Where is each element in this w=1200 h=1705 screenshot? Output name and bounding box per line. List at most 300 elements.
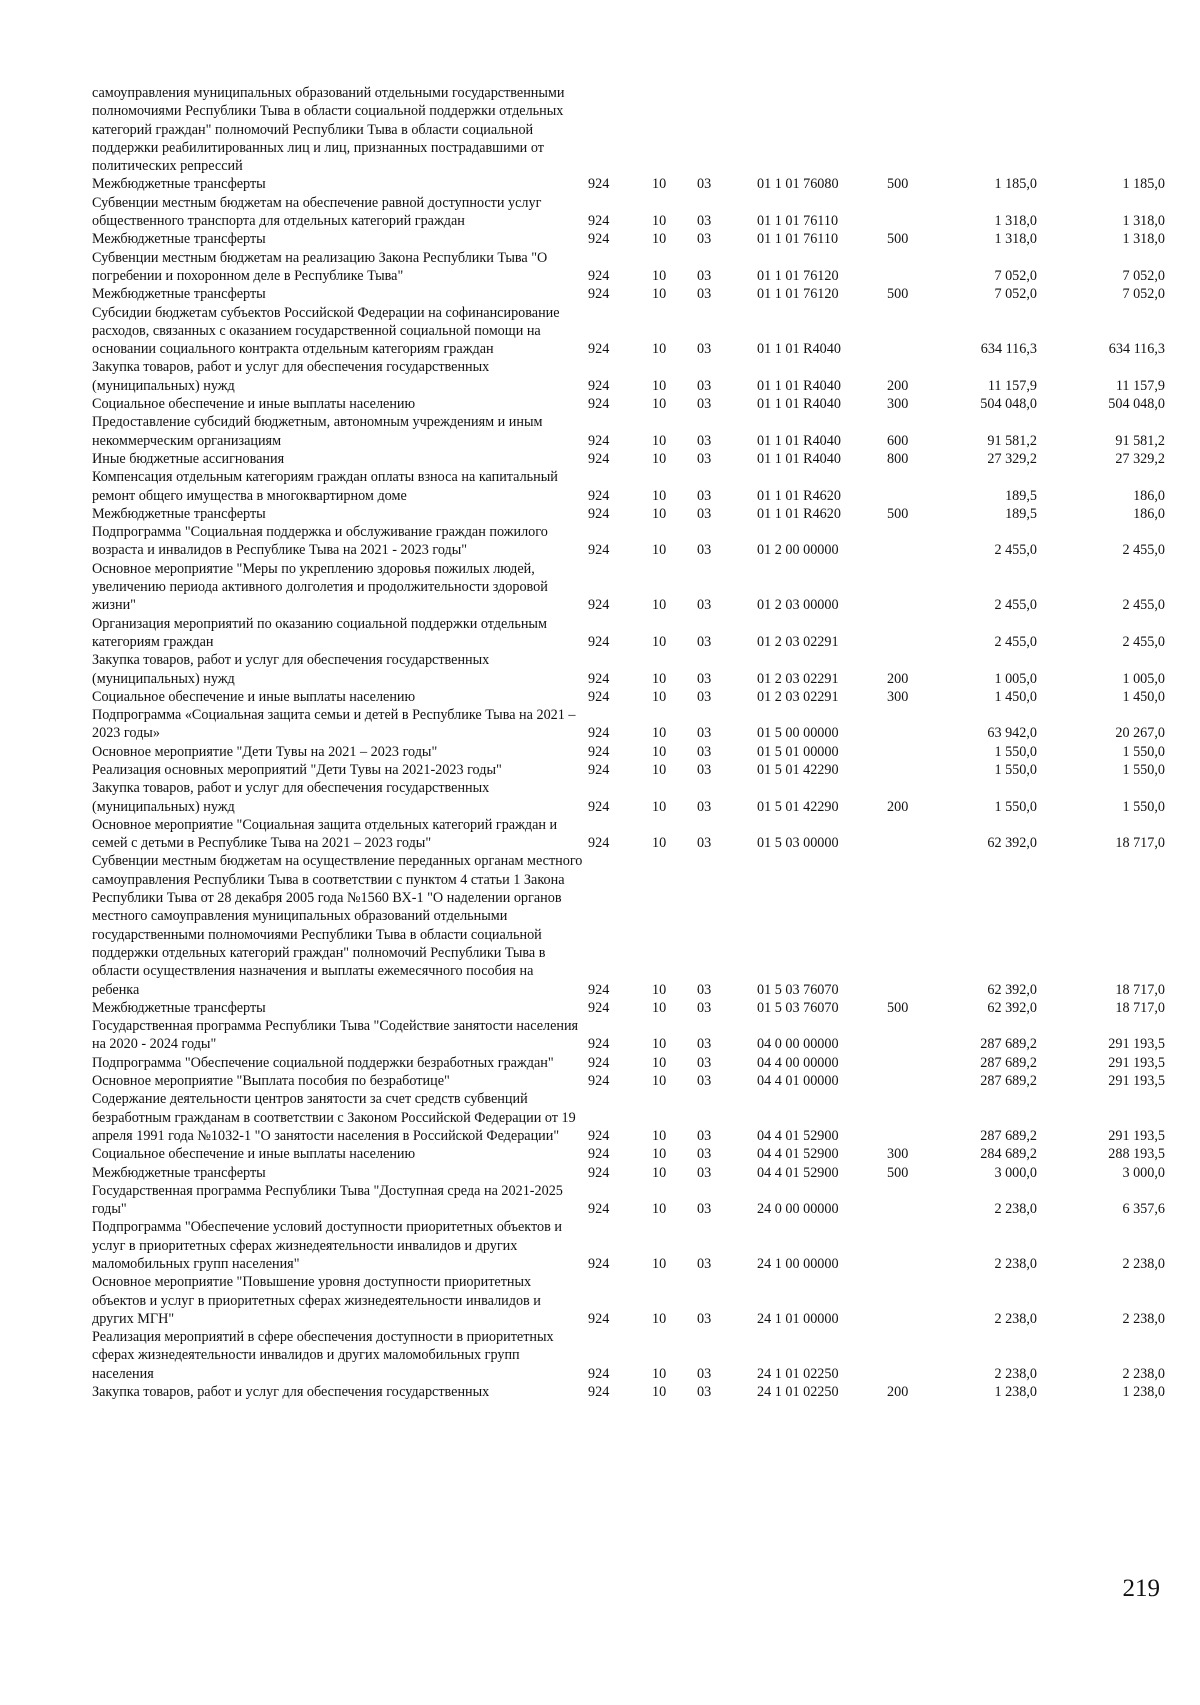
row-amount-first-year: 63 942,0 <box>987 725 1037 742</box>
row-name: Подпрограмма "Обеспечение условий доступности приоритетных объектов и услуг в приоритетных сферах жизнедеятельности инвалидов и других маломобильных групп населения" <box>92 1219 562 1272</box>
row-ministry-code: 924 <box>588 267 610 284</box>
row-amount-second-year: 11 157,9 <box>1115 377 1165 394</box>
table-row <box>92 523 1165 560</box>
row-amount-first-year: 62 392,0 <box>987 835 1037 852</box>
row-amount-second-year: 3 000,0 <box>1122 1164 1165 1181</box>
table-body <box>92 84 1165 1401</box>
row-subsection-code: 03 <box>697 377 712 394</box>
row-section-code: 10 <box>652 377 667 394</box>
row-name: Межбюджетные трансферты <box>92 176 266 193</box>
page-number: 219 <box>1122 1575 1160 1602</box>
row-expense-type-code <box>887 1273 942 1328</box>
row-ministry-code: 924 <box>588 999 610 1016</box>
row-name: Закупка товаров, работ и услуг для обеспечения государственных <box>92 1384 490 1401</box>
row-expense-type-code <box>887 194 942 231</box>
row-ministry-code <box>588 84 652 175</box>
row-amount-first-year: 287 689,2 <box>980 1054 1037 1071</box>
row-section-code: 10 <box>652 1201 667 1218</box>
row-amount-first-year: 2 455,0 <box>994 633 1037 650</box>
row-amount-second-year: 2 455,0 <box>1122 542 1165 559</box>
row-target-article-code: 01 1 01 R4040 <box>757 377 841 394</box>
row-target-article-code: 01 5 01 00000 <box>757 743 839 760</box>
row-name: Межбюджетные трансферты <box>92 1164 266 1181</box>
row-expense-type-code <box>887 1328 942 1383</box>
row-name: Межбюджетные трансферты <box>92 286 266 303</box>
row-amount-first-year: 1 318,0 <box>994 213 1037 230</box>
row-subsection-code: 03 <box>697 432 712 449</box>
table-row <box>92 84 1165 175</box>
row-ministry-code: 924 <box>588 725 610 742</box>
row-name: самоуправления муниципальных образований отдельными государственными полномочиями Республики Тыва в области социальной поддержки отдельных категорий граждан" полномочий Республики Тыва в области социальной поддержки реабилитированных лиц и лиц, признанных пострадавшими от политических репрессий <box>92 85 565 175</box>
row-section-code: 10 <box>652 1146 667 1163</box>
row-expense-type-code <box>887 852 942 998</box>
row-amount-first-year: 284 689,2 <box>980 1146 1037 1163</box>
row-subsection-code: 03 <box>697 231 712 248</box>
row-amount-second-year: 291 193,5 <box>1108 1127 1165 1144</box>
table-row <box>92 1218 1165 1273</box>
row-target-article-code: 01 2 03 02291 <box>757 670 839 687</box>
row-target-article-code: 04 4 01 52900 <box>757 1127 839 1144</box>
table-row <box>92 1090 1165 1145</box>
row-ministry-code: 924 <box>588 1256 610 1272</box>
row-subsection-code <box>697 84 757 175</box>
table-row <box>92 999 1165 1017</box>
row-section-code: 10 <box>652 396 667 413</box>
row-section-code: 10 <box>652 725 667 742</box>
row-ministry-code: 924 <box>588 981 610 998</box>
row-subsection-code: 03 <box>697 981 712 998</box>
row-subsection-code: 03 <box>697 1310 712 1327</box>
row-expense-type-code: 500 <box>887 286 909 303</box>
row-name: Субвенции местным бюджетам на осуществление переданных органам местного самоуправления Республики Тыва в соответствии с пунктом 4 статьи 1 Закона Республики Тыва от 28 декабря 2005 года №1560 ВХ-1 "О наделении органов местного самоуправления муниципальных образований отдельными государственными полномочиями Республики Тыва в области социальной поддержки отдельных категорий граждан" полномочий Республики Тыва в области осуществления назначения и выплаты ежемесячного пособия на ребенка <box>92 853 583 998</box>
row-amount-second-year: 186,0 <box>1133 487 1165 504</box>
row-ministry-code: 924 <box>588 450 610 467</box>
table-row <box>92 194 1165 231</box>
table-row <box>92 468 1165 505</box>
row-section-code: 10 <box>652 286 667 303</box>
row-section-code: 10 <box>652 1127 667 1144</box>
row-name: Закупка товаров, работ и услуг для обеспечения государственных (муниципальных) нужд <box>92 359 490 394</box>
row-amount-second-year: 27 329,2 <box>1115 450 1165 467</box>
row-expense-type-code <box>887 468 942 505</box>
row-expense-type-code <box>887 560 942 615</box>
table-row <box>92 505 1165 523</box>
row-amount-first-year: 2 238,0 <box>994 1201 1037 1218</box>
row-expense-type-code <box>887 1054 942 1072</box>
row-target-article-code: 01 2 00 00000 <box>757 542 839 559</box>
row-subsection-code: 03 <box>697 542 712 559</box>
row-amount-second-year: 291 193,5 <box>1108 1054 1165 1071</box>
row-section-code: 10 <box>652 1365 667 1382</box>
row-name: Основное мероприятие "Дети Тувы на 2021 – 2023 годы" <box>92 743 438 760</box>
row-section-code: 10 <box>652 999 667 1016</box>
row-amount-second-year: 7 052,0 <box>1122 267 1165 284</box>
row-amount-first-year: 1 450,0 <box>994 688 1037 705</box>
row-target-article-code: 01 2 03 02291 <box>757 688 839 705</box>
row-subsection-code: 03 <box>697 1054 712 1071</box>
row-name: Межбюджетные трансферты <box>92 231 266 248</box>
row-subsection-code: 03 <box>697 487 712 504</box>
row-name: Предоставление субсидий бюджетным, автономным учреждениям и иным некоммерческим организациям <box>92 414 543 449</box>
row-ministry-code: 924 <box>588 688 610 705</box>
row-target-article-code: 01 2 03 02291 <box>757 633 839 650</box>
row-section-code: 10 <box>652 176 667 193</box>
row-amount-first-year: 287 689,2 <box>980 1127 1037 1144</box>
row-ministry-code: 924 <box>588 341 610 358</box>
row-expense-type-code: 500 <box>887 231 909 248</box>
row-ministry-code: 924 <box>588 231 610 248</box>
row-amount-second-year: 2 455,0 <box>1122 597 1165 614</box>
table-row <box>92 1273 1165 1328</box>
row-amount-second-year: 2 238,0 <box>1122 1365 1165 1382</box>
row-expense-type-code <box>887 1090 942 1145</box>
row-subsection-code: 03 <box>697 688 712 705</box>
row-name: Субвенции местным бюджетам на обеспечение равной доступности услуг общественного транспорта для отдельных категорий граждан <box>92 194 542 230</box>
row-amount-first-year: 1 185,0 <box>994 176 1037 193</box>
row-target-article-code: 04 4 01 52900 <box>757 1146 839 1163</box>
table-row <box>92 1145 1165 1163</box>
row-subsection-code: 03 <box>697 999 712 1016</box>
row-target-article-code: 01 5 01 42290 <box>757 761 839 778</box>
row-amount-first-year: 1 005,0 <box>994 670 1037 687</box>
row-name: Социальное обеспечение и иные выплаты населению <box>92 688 416 705</box>
row-name: Подпрограмма "Социальная поддержка и обслуживание граждан пожилого возраста и инвалидов в Республике Тыва на 2021 - 2023 годы" <box>92 524 548 559</box>
row-section-code: 10 <box>652 1384 667 1401</box>
table-row <box>92 706 1165 743</box>
row-target-article-code: 01 2 03 00000 <box>757 597 839 614</box>
table-row <box>92 1072 1165 1090</box>
row-subsection-code: 03 <box>697 1384 712 1401</box>
row-amount-second-year: 1 185,0 <box>1122 176 1165 193</box>
row-target-article-code: 01 1 01 R4620 <box>757 505 841 522</box>
row-amount-first-year: 1 550,0 <box>994 761 1037 778</box>
row-amount-second-year: 1 550,0 <box>1122 743 1165 760</box>
row-expense-type-code <box>887 304 942 359</box>
row-amount-second-year: 1 318,0 <box>1122 231 1165 248</box>
row-ministry-code: 924 <box>588 835 610 852</box>
row-expense-type-code: 800 <box>887 450 909 467</box>
table-row <box>92 779 1165 816</box>
row-section-code: 10 <box>652 505 667 522</box>
table-row <box>92 230 1165 248</box>
row-amount-first-year: 91 581,2 <box>987 432 1037 449</box>
row-ministry-code: 924 <box>588 1365 610 1382</box>
row-name: Подпрограмма «Социальная защита семьи и детей в Республике Тыва на 2021 – 2023 годы» <box>92 707 576 742</box>
table-row <box>92 615 1165 652</box>
row-amount-second-year: 186,0 <box>1133 505 1165 522</box>
table-row <box>92 560 1165 615</box>
row-expense-type-code: 200 <box>887 798 909 815</box>
row-section-code: 10 <box>652 267 667 284</box>
row-ministry-code: 924 <box>588 670 610 687</box>
row-name: Иные бюджетные ассигнования <box>92 450 285 467</box>
row-subsection-code: 03 <box>697 1201 712 1218</box>
row-amount-second-year: 6 357,6 <box>1122 1201 1165 1218</box>
row-name: Межбюджетные трансферты <box>92 999 266 1016</box>
row-subsection-code: 03 <box>697 396 712 413</box>
row-amount-second-year: 291 193,5 <box>1108 1036 1165 1053</box>
row-target-article-code: 01 1 01 R4040 <box>757 432 841 449</box>
row-target-article-code: 01 1 01 76110 <box>757 231 839 248</box>
row-subsection-code: 03 <box>697 743 712 760</box>
row-ministry-code: 924 <box>588 176 610 193</box>
budget-table <box>92 84 1165 1401</box>
table-row <box>92 1328 1165 1383</box>
row-section-code: 10 <box>652 213 667 230</box>
row-amount-first-year: 2 238,0 <box>994 1310 1037 1327</box>
row-ministry-code: 924 <box>588 286 610 303</box>
row-subsection-code: 03 <box>697 1256 712 1272</box>
row-name: Содержание деятельности центров занятости за счет средств субвенций безработным гражданам в соответствии с Законом Российской Федерации от 19 апреля 1991 года №1032-1 "О занятости населения в Российской Федерации" <box>92 1091 576 1144</box>
row-name: Государственная программа Республики Тыва "Доступная среда на 2021-2025 годы" <box>92 1182 563 1218</box>
row-ministry-code: 924 <box>588 542 610 559</box>
row-ministry-code: 924 <box>588 597 610 614</box>
table-row <box>92 688 1165 706</box>
row-amount-second-year: 18 717,0 <box>1115 835 1165 852</box>
row-expense-type-code: 600 <box>887 432 909 449</box>
row-target-article-code: 04 0 00 00000 <box>757 1036 839 1053</box>
row-subsection-code: 03 <box>697 1036 712 1053</box>
row-amount-second-year: 2 455,0 <box>1122 633 1165 650</box>
row-ministry-code: 924 <box>588 633 610 650</box>
row-target-article-code: 04 4 00 00000 <box>757 1054 839 1071</box>
row-name: Субсидии бюджетам субъектов Российской Федерации на софинансирование расходов, связанных с оказанием государственной социальной помощи на основании социального контракта отдельным категориям граждан <box>92 304 560 358</box>
row-ministry-code: 924 <box>588 505 610 522</box>
row-name: Основное мероприятие "Меры по укреплению здоровья пожилых людей, увеличению периода активного долголетия и продолжительности здоровой жизни" <box>92 560 548 614</box>
row-ministry-code: 924 <box>588 1146 610 1163</box>
row-section-code <box>652 84 697 175</box>
row-amount-second-year: 1 550,0 <box>1122 798 1165 815</box>
row-subsection-code: 03 <box>697 176 712 193</box>
row-amount-first-year: 504 048,0 <box>980 396 1037 413</box>
row-amount-second-year: 1 238,0 <box>1122 1384 1165 1401</box>
row-target-article-code <box>757 84 887 175</box>
row-ministry-code: 924 <box>588 1384 610 1401</box>
row-amount-first-year: 7 052,0 <box>994 267 1037 284</box>
row-expense-type-code: 300 <box>887 396 909 413</box>
row-target-article-code: 24 1 01 02250 <box>757 1384 839 1401</box>
row-amount-first-year: 287 689,2 <box>980 1073 1037 1090</box>
row-subsection-code: 03 <box>697 286 712 303</box>
table-row <box>92 852 1165 998</box>
row-name: Основное мероприятие "Выплата пособия по безработице" <box>92 1073 450 1090</box>
row-target-article-code: 01 5 03 76070 <box>757 981 839 998</box>
row-ministry-code: 924 <box>588 1201 610 1218</box>
table-row <box>92 1182 1165 1219</box>
table-row <box>92 1054 1165 1072</box>
row-amount-second-year: 18 717,0 <box>1115 981 1165 998</box>
row-amount-second-year: 91 581,2 <box>1115 432 1165 449</box>
row-expense-type-code: 300 <box>887 688 909 705</box>
table-row <box>92 395 1165 413</box>
row-amount-first-year: 27 329,2 <box>987 450 1037 467</box>
row-ministry-code: 924 <box>588 1127 610 1144</box>
row-subsection-code: 03 <box>697 798 712 815</box>
row-subsection-code: 03 <box>697 1127 712 1144</box>
row-amount-second-year: 7 052,0 <box>1122 286 1165 303</box>
row-amount-second-year: 291 193,5 <box>1108 1073 1165 1090</box>
row-expense-type-code <box>887 816 942 853</box>
row-amount-first-year: 1 318,0 <box>994 231 1037 248</box>
row-amount-first-year: 2 455,0 <box>994 597 1037 614</box>
row-section-code: 10 <box>652 1310 667 1327</box>
row-amount-first-year: 2 238,0 <box>994 1365 1037 1382</box>
row-amount-first-year: 2 455,0 <box>994 542 1037 559</box>
row-subsection-code: 03 <box>697 341 712 358</box>
row-name: Организация мероприятий по оказанию социальной поддержки отдельным категориям граждан <box>92 615 547 650</box>
row-subsection-code: 03 <box>697 213 712 230</box>
row-name: Субвенции местным бюджетам на реализацию Закона Республики Тыва "О погребении и похоронном деле в Республике Тыва" <box>92 249 548 284</box>
table-row <box>92 1164 1165 1182</box>
row-amount-second-year: 2 238,0 <box>1122 1310 1165 1327</box>
row-section-code: 10 <box>652 1036 667 1053</box>
row-expense-type-code <box>887 84 942 175</box>
row-expense-type-code <box>887 1017 942 1054</box>
row-target-article-code: 01 1 01 76120 <box>757 286 839 303</box>
row-target-article-code: 04 4 01 00000 <box>757 1073 839 1090</box>
row-amount-first-year: 189,5 <box>1005 487 1037 504</box>
row-name: Социальное обеспечение и иные выплаты населению <box>92 1146 416 1163</box>
table-row <box>92 816 1165 853</box>
row-expense-type-code: 500 <box>887 505 909 522</box>
row-subsection-code: 03 <box>697 1073 712 1090</box>
row-amount-second-year: 1 005,0 <box>1122 670 1165 687</box>
row-expense-type-code: 300 <box>887 1146 909 1163</box>
table-row <box>92 413 1165 450</box>
row-amount-second-year: 1 318,0 <box>1122 213 1165 230</box>
row-target-article-code: 01 5 03 00000 <box>757 835 839 852</box>
row-ministry-code: 924 <box>588 743 610 760</box>
row-subsection-code: 03 <box>697 597 712 614</box>
row-target-article-code: 01 1 01 R4040 <box>757 396 841 413</box>
row-amount-second-year: 504 048,0 <box>1108 396 1165 413</box>
row-expense-type-code <box>887 615 942 652</box>
row-section-code: 10 <box>652 633 667 650</box>
row-target-article-code: 01 1 01 R4620 <box>757 487 841 504</box>
row-target-article-code: 01 1 01 R4040 <box>757 341 841 358</box>
row-ministry-code: 924 <box>588 761 610 778</box>
row-section-code: 10 <box>652 450 667 467</box>
row-amount-first-year: 189,5 <box>1005 505 1037 522</box>
row-ministry-code: 924 <box>588 377 610 394</box>
row-section-code: 10 <box>652 1256 667 1272</box>
table-row <box>92 358 1165 395</box>
row-target-article-code: 01 5 01 42290 <box>757 798 839 815</box>
row-amount-second-year: 634 116,3 <box>1108 341 1165 358</box>
row-ministry-code: 924 <box>588 396 610 413</box>
row-amount-first-year: 1 238,0 <box>994 1384 1037 1401</box>
row-section-code: 10 <box>652 1164 667 1181</box>
table-row <box>92 1017 1165 1054</box>
table-row <box>92 175 1165 193</box>
table-row <box>92 761 1165 779</box>
row-expense-type-code <box>887 249 942 286</box>
row-amount-first-year: 1 550,0 <box>994 743 1037 760</box>
row-amount-first-year: 634 116,3 <box>980 341 1037 358</box>
row-expense-type-code: 500 <box>887 176 909 193</box>
table-row <box>92 304 1165 359</box>
row-section-code: 10 <box>652 597 667 614</box>
row-section-code: 10 <box>652 835 667 852</box>
row-amount-first-year: 62 392,0 <box>987 981 1037 998</box>
row-expense-type-code: 500 <box>887 1164 909 1181</box>
row-section-code: 10 <box>652 432 667 449</box>
row-amount-first-year: 62 392,0 <box>987 999 1037 1016</box>
row-section-code: 10 <box>652 981 667 998</box>
row-target-article-code: 01 5 00 00000 <box>757 725 839 742</box>
row-amount-first-year: 3 000,0 <box>994 1164 1037 1181</box>
row-amount-second-year: 1 550,0 <box>1122 761 1165 778</box>
row-subsection-code: 03 <box>697 1164 712 1181</box>
row-target-article-code: 01 5 03 76070 <box>757 999 839 1016</box>
row-section-code: 10 <box>652 761 667 778</box>
row-section-code: 10 <box>652 341 667 358</box>
row-name: Государственная программа Республики Тыва "Содействие занятости населения на 2020 - 2024 годы" <box>92 1018 579 1053</box>
row-name: Реализация основных мероприятий "Дети Тувы на 2021-2023 годы" <box>92 761 502 778</box>
row-amount-second-year: 2 238,0 <box>1122 1256 1165 1272</box>
row-ministry-code: 924 <box>588 432 610 449</box>
row-ministry-code: 924 <box>588 1164 610 1181</box>
table-row <box>92 450 1165 468</box>
row-expense-type-code: 200 <box>887 670 909 687</box>
row-target-article-code: 24 0 00 00000 <box>757 1201 839 1218</box>
row-expense-type-code: 500 <box>887 999 909 1016</box>
row-name: Основное мероприятие "Социальная защита отдельных категорий граждан и семей с детьми в Республике Тыва на 2021 – 2023 годы" <box>92 816 558 852</box>
row-amount-second-year <box>1037 84 1165 175</box>
row-amount-first-year: 11 157,9 <box>987 377 1037 394</box>
row-amount-second-year: 1 450,0 <box>1122 688 1165 705</box>
table-row <box>92 249 1165 286</box>
table-row <box>92 651 1165 688</box>
row-section-code: 10 <box>652 798 667 815</box>
row-target-article-code: 24 1 01 00000 <box>757 1310 839 1327</box>
row-expense-type-code: 200 <box>887 377 909 394</box>
row-name: Социальное обеспечение и иные выплаты населению <box>92 396 416 413</box>
row-name: Подпрограмма "Обеспечение социальной поддержки безработных граждан" <box>92 1054 554 1071</box>
row-section-code: 10 <box>652 1073 667 1090</box>
row-amount-second-year: 288 193,5 <box>1108 1146 1165 1163</box>
row-amount-second-year: 18 717,0 <box>1115 999 1165 1016</box>
row-subsection-code: 03 <box>697 450 712 467</box>
row-ministry-code: 924 <box>588 798 610 815</box>
row-expense-type-code <box>887 1072 942 1090</box>
row-ministry-code: 924 <box>588 487 610 504</box>
row-amount-first-year: 287 689,2 <box>980 1036 1037 1053</box>
row-target-article-code: 01 1 01 R4040 <box>757 450 841 467</box>
row-name: Межбюджетные трансферты <box>92 505 266 522</box>
row-subsection-code: 03 <box>697 1365 712 1382</box>
row-amount-first-year: 7 052,0 <box>994 286 1037 303</box>
row-target-article-code: 04 4 01 52900 <box>757 1164 839 1181</box>
row-section-code: 10 <box>652 670 667 687</box>
row-name: Основное мероприятие "Повышение уровня доступности приоритетных объектов и услуг в приоритетных сферах жизнедеятельности инвалидов и других МГН" <box>92 1274 541 1327</box>
row-name: Компенсация отдельным категориям граждан оплаты взноса на капитальный ремонт общего имущества в многоквартирном доме <box>92 469 558 504</box>
row-subsection-code: 03 <box>697 670 712 687</box>
row-ministry-code: 924 <box>588 1310 610 1327</box>
table-row <box>92 1383 1165 1401</box>
row-expense-type-code <box>887 706 942 743</box>
row-amount-first-year: 1 550,0 <box>994 798 1037 815</box>
row-section-code: 10 <box>652 542 667 559</box>
row-section-code: 10 <box>652 231 667 248</box>
row-ministry-code: 924 <box>588 1054 610 1071</box>
row-expense-type-code <box>887 1182 942 1219</box>
row-amount-first-year: 2 238,0 <box>994 1256 1037 1272</box>
row-amount-first-year <box>942 84 1037 175</box>
row-target-article-code: 01 1 01 76120 <box>757 267 839 284</box>
row-ministry-code: 924 <box>588 213 610 230</box>
row-amount-second-year: 20 267,0 <box>1115 725 1165 742</box>
